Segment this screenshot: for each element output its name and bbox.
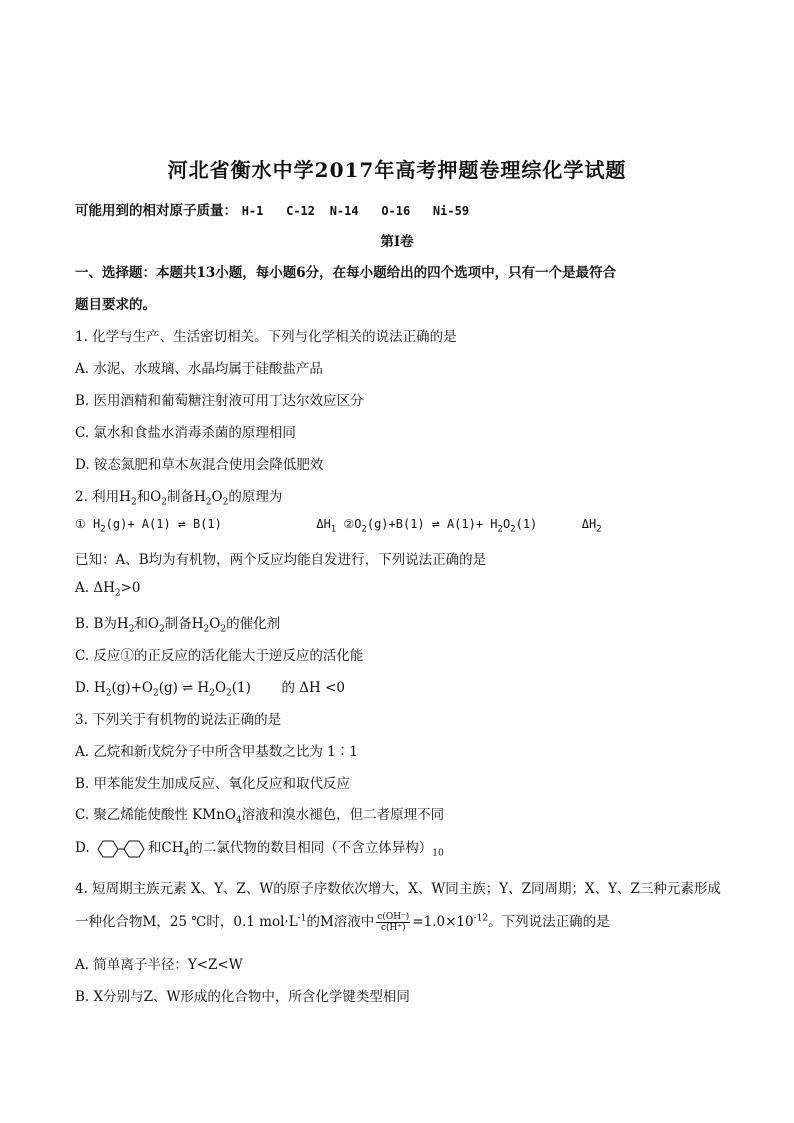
q4-stem-line1: 4. 短周期主族元素 X、Y、Z、W的原子序数依次增大，X、W同主族；Y、Z同周期；X、Y、Z三种元素形成 [75,881,721,897]
q1-option-c: C. 氯水和食盐水消毒杀菌的原理相同 [75,425,296,441]
volume-heading: 第Ⅰ卷 [380,234,414,250]
equilibrium-arrow-icon: ⇌ [431,517,440,532]
q3-option-b: B. 甲苯能发生加成反应、氧化反应和取代反应 [75,776,351,792]
q2-stem: 2. 利用$H_2$和$O_2$制备$H_2O_2$的原理为 [75,489,283,508]
q1-option-b: B. 医用酒精和葡萄糖注射液可用丁达尔效应区分 [75,393,364,409]
q2-option-c: C. 反应①的正反应的活化能大于逆反应的活化能 [75,648,364,664]
biphenyl-structure-icon [94,839,148,859]
atomic-mass-label: 可能用到的相对原子质量： [75,203,237,219]
q2-reactions: ① $H_2(g)+ A(1)$ ⇌ B(1) $\Delta H_1$ $②O_2(g)+B(1)$ ⇌ $A(1)+ H_2O_2(1)$ $\Delta H_2$ [75,517,602,535]
q4-option-a: A. 简单离子半径：Y<Z<W [75,957,243,973]
mass-c: C-12 [286,204,315,218]
q3-option-d: D. 和$CH_4$的二氯代物的数目相同（不含立体异构）$_{10}$ [75,840,444,859]
mass-ni: Ni-59 [432,204,470,218]
section-heading-line2: 题目要求的。 [75,297,156,313]
q2-known: 已知：A、B均为有机物，两个反应均能自发进行，下列说法正确的是 [75,552,487,568]
mass-o: O-16 [381,204,411,218]
q3-stem: 3. 下列关于有机物的说法正确的是 [75,712,282,728]
page-title: 河北省衡水中学2017年高考押题卷理综化学试题 [167,158,627,182]
q2-option-d: D. $H_2(g)+O_2(g)$ ⇌ $H_2O_2(1)$ 的 ΔH <0 [75,680,345,699]
atomic-mass-line [75,199,735,219]
q1-option-a: A. 水泥、水玻璃、水晶均属于硅酸盐产品 [75,361,323,377]
q3-option-c: C. 聚乙烯能使酸性 KMnO$_4$溶液和溴水褪色，但二者原理不同 [75,807,445,826]
q1-stem: 1. 化学与生产、生活密切相关。下列与化学相关的说法正确的是 [75,329,457,345]
q4-stem-line2: 一种化合物M，25 ℃时，0.1 $mol\cdot L^{-1}$的M溶液中 $\frac{c(OH^-)}{c(H^+)}$ $=1.0\times 10^{-12}$。下列说法正确的是 [75,912,610,933]
mass-n: N-14 [329,204,359,218]
section-heading-line1: 一、选择题：本题共13小题，每小题6分，在每小题给出的四个选项中，只有一个是最符合 [75,265,617,281]
q4-option-b: B. X分别与Z、W形成的化合物中，所含化学键类型相同 [75,989,410,1005]
q3-option-a: A. 乙烷和新戊烷分子中所含甲基数之比为 1∶1 [75,744,358,760]
equilibrium-arrow-icon: ⇌ [182,681,194,696]
ratio-fraction: $\frac{c(OH^-)}{c(H^+)}$ [377,912,410,933]
q2-option-b: B. B为$H_2$和$O_2$制备$H_2O_2$的催化剂 [75,616,281,635]
equilibrium-arrow-icon: ⇌ [177,517,186,532]
mass-h: H-1 [241,204,264,218]
q2-option-a: A. $\Delta H_2>0$ [75,580,141,599]
q1-option-d: D. 铵态氮肥和草木灰混合使用会降低肥效 [75,457,324,473]
